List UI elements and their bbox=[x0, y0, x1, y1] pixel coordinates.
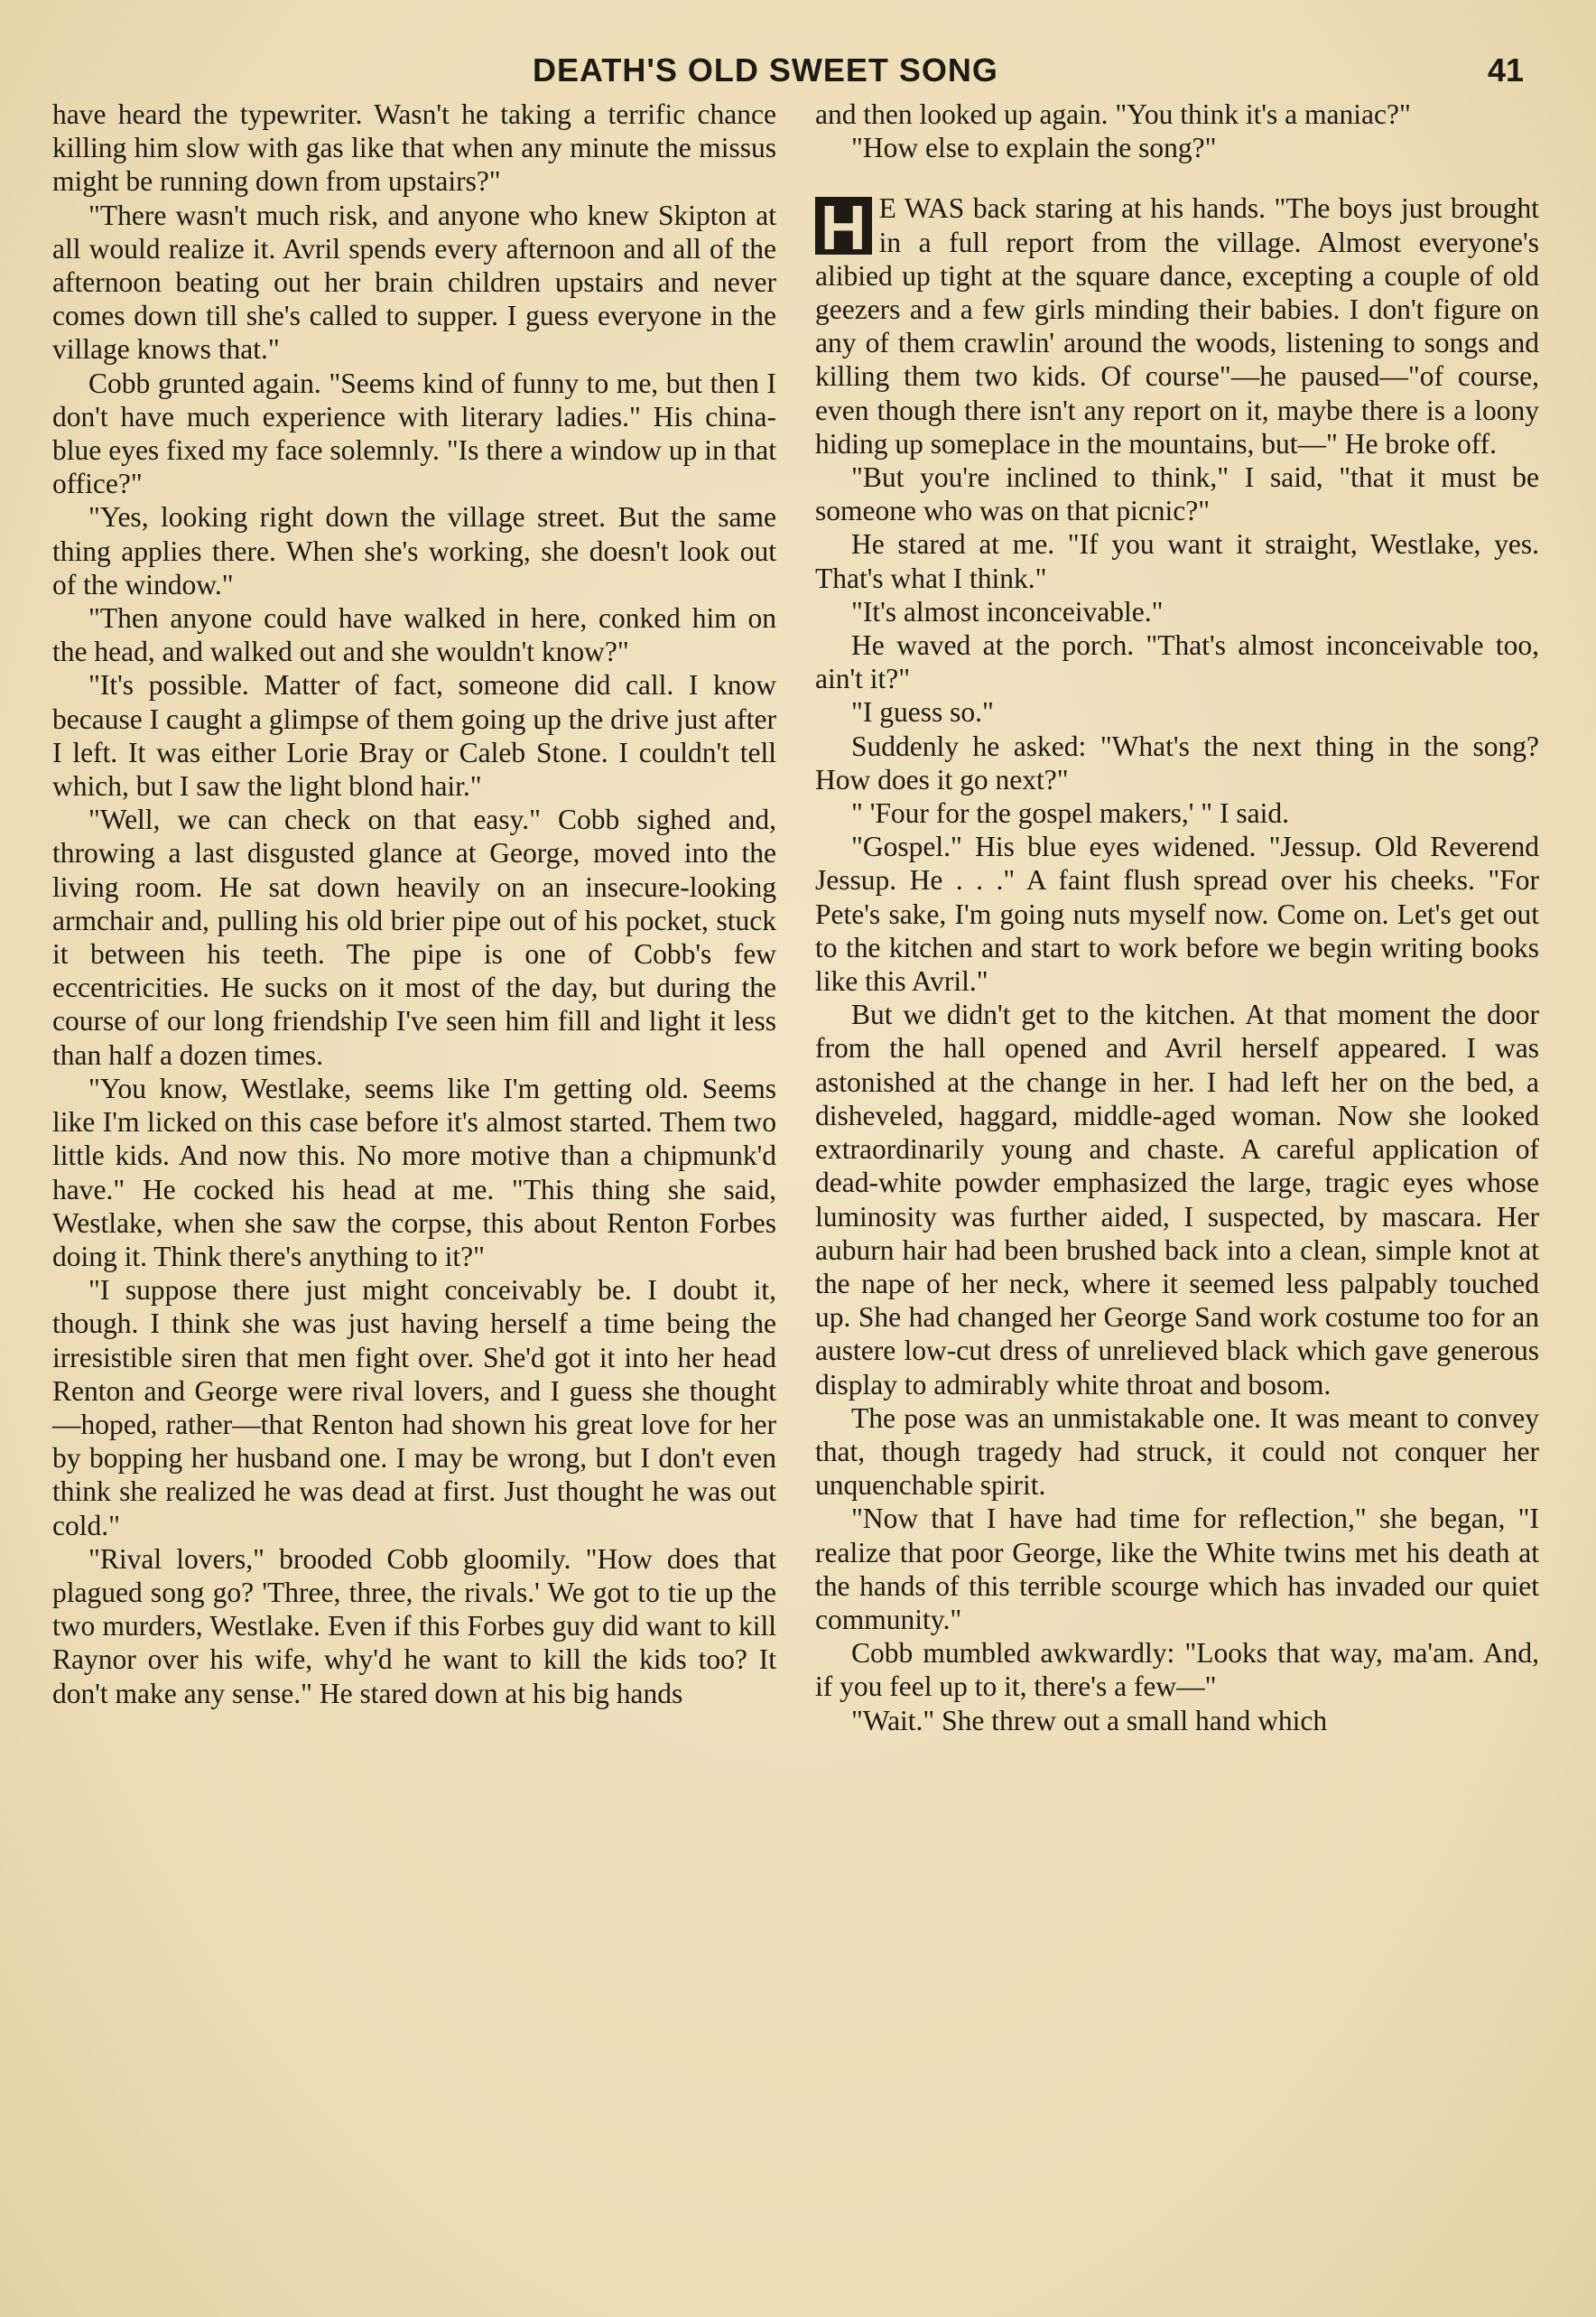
paragraph: "Rival lovers," brooded Cobb gloomily. "How does that plagued song go? 'Three, three, the rivals.' We got to tie up the two murders, Westlake. Even if this Forbes guy did want to kill Raynor over his wife, why'd he want to kill the kids too? It don't make any sense." He stared down at his big hands bbox=[52, 1542, 776, 1709]
paragraph: Cobb grunted again. "Seems kind of funny to me, but then I don't have much experience with literary ladies." His china-blue eyes fixed my face solemnly. "Is there a window up in that office?" bbox=[52, 367, 776, 500]
paragraph: Cobb mumbled awkwardly: "Looks that way, ma'am. And, if you feel up to it, there's a few—" bbox=[815, 1637, 1539, 1703]
left-column bbox=[52, 98, 776, 1710]
page-number: 41 bbox=[1488, 51, 1525, 88]
paragraph: The pose was an unmistakable one. It was meant to convey that, though tragedy had struck, it could not conquer her unquenchable spirit. bbox=[815, 1401, 1539, 1502]
drop-cap: H bbox=[815, 197, 872, 255]
section-lead-text: E WAS back staring at his hands. "The boys just brought in a full report from the village. Almost everyone's alibied up tight at the square dance, excepting a couple of old geezers and a few girls minding their babies. I don't figure on any of them crawlin' around the woods, listening to songs and killing them two kids. Of course"—he paused—"of course, even though there isn't any report on it, maybe there is a loony hiding up someplace in the mountains, but—" He broke off. bbox=[815, 192, 1539, 460]
running-title: DEATH'S OLD SWEET SONG bbox=[533, 51, 998, 88]
paragraph: "Then anyone could have walked in here, conked him on the head, and walked out and she wouldn't know?" bbox=[52, 602, 776, 668]
right-column bbox=[815, 98, 1539, 1737]
paragraph: "Wait." She threw out a small hand which bbox=[851, 1704, 1328, 1736]
paragraph: "Gospel." His blue eyes widened. "Jessup. Old Reverend Jessup. He . . ." A faint flush spread over his cheeks. "For Pete's sake, I'm going nuts myself now. Come on. Let's get out to the kitchen and start to work before we begin writing books like this Avril." bbox=[815, 831, 1539, 998]
paragraph: But we didn't get to the kitchen. At that moment the door from the hall opened and Avril herself appeared. I was astonished at the change in her. I had left her on the bed, a disheveled, haggard, middle-aged woman. Now she looked extraordinarily young and chaste. A careful application of dead-white powder emphasized the large, tragic eyes whose luminosity was further aided, I suspected, by mascara. Her auburn hair had been brushed back into a clean, simple knot at the nape of her neck, where it seemed less palpably touched up. She had changed her George Sand work costume too for an austere low-cut dress of unrelieved black which gave generous display to admirably white throat and bosom. bbox=[815, 999, 1539, 1400]
paragraph: "How else to explain the song?" bbox=[851, 132, 1217, 164]
paragraph: "Well, we can check on that easy." Cobb sighed and, throwing a last disgusted glance at George, moved into the living room. He sat down heavily on an insecure-looking armchair and, pulling his old brier pipe out of his pocket, stuck it between his teeth. The pipe is one of Cobb's few eccentricities. He sucks on it most of the day, but during the course of our long friendship I've seen him fill and light it less than half a dozen times. bbox=[52, 804, 776, 1071]
paragraph: He waved at the porch. "That's almost inconceivable too, ain't it?" bbox=[815, 629, 1539, 695]
paragraph: "It's possible. Matter of fact, someone did call. I know because I caught a glimpse of them going up the drive just after I left. It was either Lorie Bray or Caleb Stone. I couldn't tell which, but I saw the light blond hair." bbox=[52, 669, 776, 803]
paragraph: "I suppose there just might conceivably be. I doubt it, though. I think she was just having herself a time being the irresistible siren that men fight over. She'd got it into her head Renton and George were rival lovers, and I guess she thought—hoped, rather—that Renton had shown his great love for her by bopping her husband one. I may be wrong, but I don't even think she realized he was dead at first. Just thought he was out cold." bbox=[52, 1274, 776, 1541]
section-lead-paragraph bbox=[815, 191, 1539, 461]
paragraph: " 'Four for the gospel makers,' " I said. bbox=[851, 797, 1289, 830]
paragraph: "I guess so." bbox=[851, 696, 994, 729]
paragraph: "There wasn't much risk, and anyone who knew Skipton at all would realize it. Avril spends every afternoon and all of the afternoon beating out her brain children upstairs and never comes down till she's called to supper. I guess everyone in the village knows that." bbox=[52, 199, 776, 366]
paragraph: and then looked up again. "You think it's a maniac?" bbox=[815, 98, 1411, 130]
paragraph: Suddenly he asked: "What's the next thing in the song? How does it go next?" bbox=[815, 730, 1539, 796]
paragraph: have heard the typewriter. Wasn't he taking a terrific chance killing him slow with gas like that when any minute the missus might be running down from upstairs?" bbox=[52, 98, 776, 198]
page-header bbox=[0, 45, 1596, 96]
section-break bbox=[815, 164, 1539, 191]
paragraph: "It's almost inconceivable." bbox=[851, 595, 1164, 628]
paragraph: "Yes, looking right down the village street. But the same thing applies there. When she's working, she doesn't look out of the window." bbox=[52, 501, 776, 600]
paragraph: "You know, Westlake, seems like I'm getting old. Seems like I'm licked on this case before it's almost started. Them two little kids. And now this. No more motive than a chipmunk'd have." He cocked his head at me. "This thing she said, Westlake, when she saw the corpse, this about Renton Forbes doing it. Think there's anything to it?" bbox=[52, 1072, 776, 1272]
paragraph: "Now that I have had time for reflection," she began, "I realize that poor George, like the White twins met his death at the hands of this terrible scourge which has invaded our quiet community." bbox=[815, 1503, 1539, 1635]
paragraph: "But you're inclined to think," I said, "that it must be someone who was on that picnic?" bbox=[815, 461, 1539, 527]
paragraph: He stared at me. "If you want it straight, Westlake, yes. That's what I think." bbox=[815, 528, 1539, 594]
